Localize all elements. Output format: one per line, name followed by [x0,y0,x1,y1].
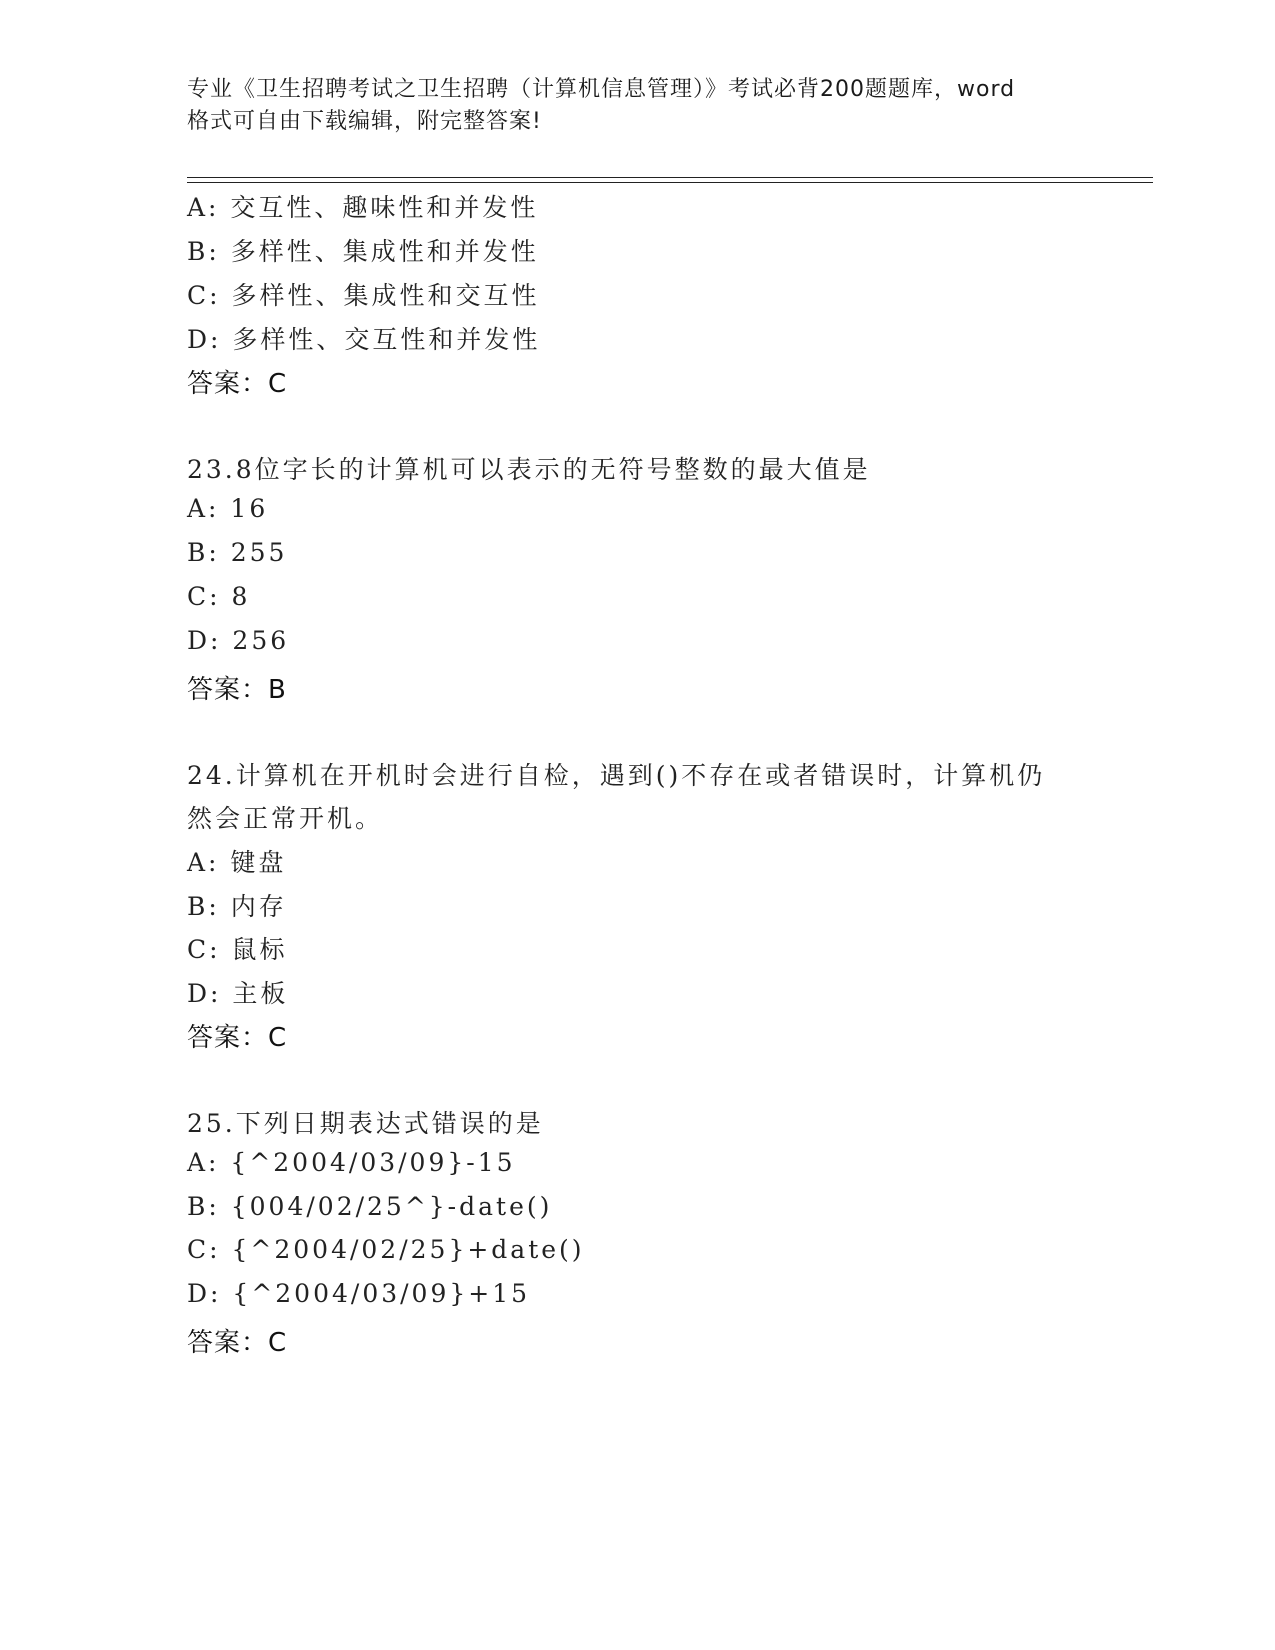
header-rule-top [187,177,1153,178]
q25-question: 25.下列日期表达式错误的是 [187,1109,544,1138]
q23-answer: 答案：B [187,675,287,705]
q25-option-d: D: {^2004/03/09}+15 [187,1279,531,1308]
document-header [187,74,1087,138]
q25-answer: 答案：C [187,1328,288,1358]
q25-option-b: B: {004/02/25^}-date() [187,1192,553,1221]
q25-option-c: C: {^2004/02/25}+date() [187,1235,585,1264]
header-line-2: 格式可自由下载编辑，附完整答案! [187,109,542,134]
header-rule-bottom [187,182,1153,183]
q22-answer: 答案：C [187,369,288,399]
q24-question-line-1: 24.计算机在开机时会进行自检，遇到()不存在或者错误时，计算机仍 [187,761,1046,790]
q22-option-b: B: 多样性、集成性和并发性 [187,237,539,266]
q23-option-c: C: 8 [187,582,251,611]
q23-option-a: A: 16 [187,494,269,523]
q24-option-c: C: 鼠标 [187,935,288,964]
q25-option-a: A: {^2004/03/09}-15 [187,1148,516,1177]
header-line-1: 专业《卫生招聘考试之卫生招聘（计算机信息管理）》考试必背200题题库，word [187,77,1016,102]
q22-option-a: A: 交互性、趣味性和并发性 [187,193,539,222]
q24-option-b: B: 内存 [187,892,287,921]
q23-option-b: B: 255 [187,538,288,567]
q24-question-line-2: 然会正常开机。 [187,804,384,833]
q23-option-d: D: 256 [187,626,290,655]
q24-option-d: D: 主板 [187,979,289,1008]
q22-option-c: C: 多样性、集成性和交互性 [187,281,540,310]
q23-question: 23.8位字长的计算机可以表示的无符号整数的最大值是 [187,455,871,484]
q24-answer: 答案：C [187,1023,288,1053]
q24-option-a: A: 键盘 [187,848,287,877]
q22-option-d: D: 多样性、交互性和并发性 [187,325,541,354]
